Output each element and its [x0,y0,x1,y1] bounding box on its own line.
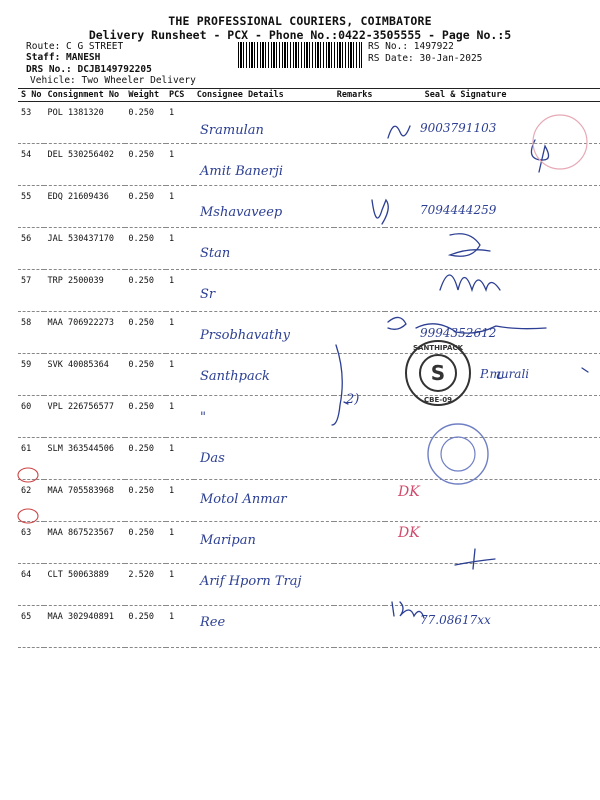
consignee-handwriting: Maripan [200,533,256,548]
consignment-cell: CLT 50063889 [44,564,125,606]
pcs-cell: 1 [166,438,194,480]
sno-cell: 56 [18,228,44,270]
weight-cell: 0.250 [125,522,166,564]
consignment-cell: MAA 302940891 [44,606,125,648]
sno-cell: 53 [18,102,44,144]
seal-letter: S [430,361,446,385]
pcs-cell: 1 [166,186,194,228]
page-title: THE PROFESSIONAL COURIERS, COIMBATORE [168,14,432,28]
pcs-cell: 1 [166,564,194,606]
route-label: Route: C G STREET [26,41,124,52]
rs-number: RS No.: 1497922 [368,41,454,52]
weight-cell: 0.250 [125,144,166,186]
signature-handwriting: 9003791103 [420,121,497,135]
consignee-handwriting: Arif Hporn Traj [200,574,302,589]
seal-stamp [403,338,473,408]
col-signature: Seal & Signature [385,89,600,102]
weight-cell: 0.250 [125,606,166,648]
consignee-handwriting: Santhpack [200,369,270,384]
seal-bottom-text: CBE-09 [424,396,452,404]
consignment-cell: DEL 530256402 [44,144,125,186]
consignee-handwriting: Sr [200,287,216,302]
consignment-cell: TRP 2500039 [44,270,125,312]
vehicle-label: Vehicle: Two Wheeler Delivery [30,75,196,86]
weight-cell: 0.250 [125,480,166,522]
signature-handwriting: 9994352612 [420,326,497,340]
col-weight: Weight [125,89,166,102]
sno-cell: 64 [18,564,44,606]
seal-top-text: SANTHIPACK [412,344,464,352]
bracket-note: 2) [346,392,360,407]
pink-stamp [520,112,600,172]
consignment-cell: VPL 226756577 [44,396,125,438]
consignee-handwriting: Motol Anmar [200,492,287,507]
consignment-cell: JAL 530437170 [44,228,125,270]
sno-circle-62 [16,466,40,484]
pcs-cell: 1 [166,354,194,396]
sno-cell: 61 [18,438,44,480]
page-subtitle: Delivery Runsheet - PCX - Phone No.:0422-3505555 - Page No.:5 [88,28,512,42]
consignee-handwriting: " [200,410,206,425]
weight-cell: 0.250 [125,354,166,396]
pcs-cell: 1 [166,396,194,438]
consignment-cell: SVK 40085364 [44,354,125,396]
consignee-handwriting: Prsobhavathy [200,328,290,343]
consignee-handwriting: Sramulan [200,123,264,138]
pcs-cell: 1 [166,144,194,186]
col-remarks: Remarks [334,89,385,102]
sno-cell: 54 [18,144,44,186]
consignment-cell: MAA 705583968 [44,480,125,522]
pcs-cell: 1 [166,522,194,564]
sno-cell: 62 [18,480,44,522]
col-consignee: Consignee Details [194,89,334,102]
sno-cell: 63 [18,522,44,564]
consignment-cell: MAA 706922273 [44,312,125,354]
signature-handwriting: 7094444259 [420,203,497,217]
weight-cell: 0.250 [125,228,166,270]
staff-label: Staff: MANESH [26,52,101,63]
consignee-handwriting: Amit Banerji [200,164,284,179]
signature-handwriting: P.murali [480,367,530,381]
weight-cell: 0.250 [125,438,166,480]
signature-handwriting: 77.08617xx [420,613,491,627]
rs-date: RS Date: 30-Jan-2025 [368,53,483,64]
col-pcs: PCS [166,89,194,102]
signature-handwriting: DK [398,525,420,541]
weight-cell: 0.250 [125,102,166,144]
pcs-cell: 1 [166,270,194,312]
consignee-handwriting: Das [200,451,225,466]
weight-cell: 0.250 [125,270,166,312]
sno-circle-63 [16,507,40,525]
consignment-cell: POL 1381320 [44,102,125,144]
pcs-cell: 1 [166,102,194,144]
sno-cell: 60 [18,396,44,438]
consignee-handwriting: Stan [200,246,231,261]
col-sno: S No [18,89,44,102]
weight-cell: 0.250 [125,186,166,228]
drs-label: DRS No.: DCJB149792205 [26,64,152,75]
pcs-cell: 1 [166,606,194,648]
weight-cell: 0.250 [125,312,166,354]
consignment-cell: SLM 363544506 [44,438,125,480]
sno-cell: 59 [18,354,44,396]
consignee-handwriting: Mshavaveep [200,205,283,220]
sno-cell: 65 [18,606,44,648]
sno-cell: 57 [18,270,44,312]
sno-cell: 55 [18,186,44,228]
pcs-cell: 1 [166,228,194,270]
pcs-cell: 1 [166,480,194,522]
consignee-handwriting: Ree [200,615,226,630]
col-consignment: Consignment No [44,89,125,102]
consignment-cell: EDQ 21609436 [44,186,125,228]
pcs-cell: 1 [166,312,194,354]
blue-stamp [418,420,498,488]
consignment-cell: MAA 867523567 [44,522,125,564]
weight-cell: 0.250 [125,396,166,438]
signature-handwriting: DK [398,484,420,500]
weight-cell: 2.520 [125,564,166,606]
sno-cell: 58 [18,312,44,354]
